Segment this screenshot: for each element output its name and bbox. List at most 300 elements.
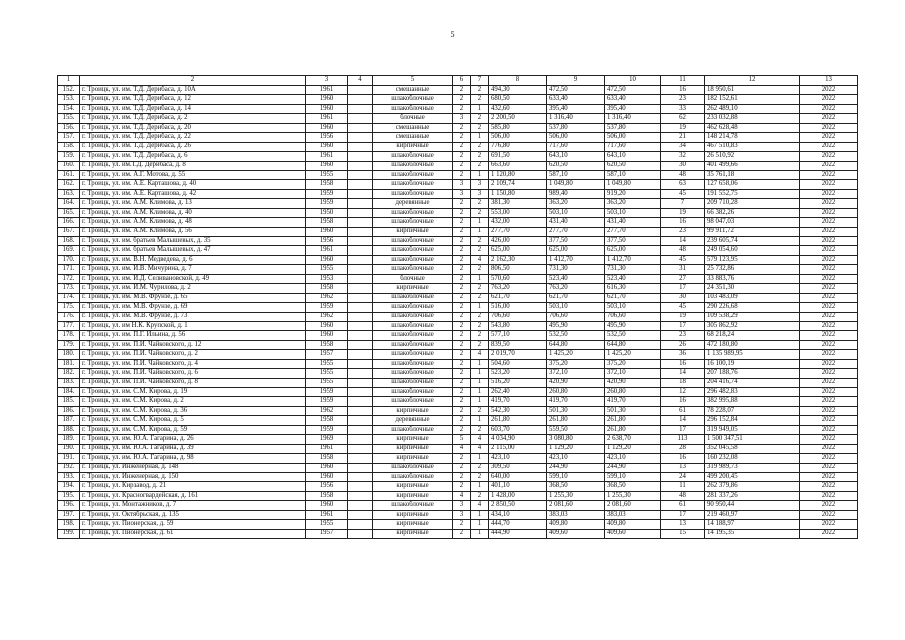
cell-year-planned: 2022 (800, 180, 858, 189)
table-row (58, 491, 858, 500)
cell-residential-area: 503,10 (605, 208, 661, 217)
cell-repair-cost: 262 379,86 (705, 482, 800, 491)
cell-col4 (348, 520, 373, 529)
cell-living-area: 368,50 (547, 482, 605, 491)
cell-total-area: 262,40 (489, 388, 547, 397)
cell-col4 (348, 378, 373, 387)
cell-floors: 2 (453, 463, 471, 472)
housing-registry-table (57, 75, 858, 539)
cell-entrances: 1 (471, 482, 489, 491)
cell-year-planned: 2022 (800, 161, 858, 170)
cell-col4 (348, 293, 373, 302)
cell-col4 (348, 170, 373, 179)
table-row (58, 170, 858, 179)
cell-number: 165. (58, 208, 80, 217)
cell-address: г. Троицк, ул. им. П.И. Чайковского, д. 12 (80, 340, 306, 349)
table-row (58, 529, 858, 538)
cell-col4 (348, 133, 373, 142)
cell-residents: 32 (661, 152, 705, 161)
cell-total-area: 1 150,80 (489, 189, 547, 198)
cell-wall-material: шлакоблочные (373, 104, 453, 113)
cell-residents: 17 (661, 425, 705, 434)
cell-entrances: 1 (471, 454, 489, 463)
cell-residents: 61 (661, 406, 705, 415)
cell-floors: 4 (453, 444, 471, 453)
cell-year-planned: 2022 (800, 312, 858, 321)
table-row (58, 397, 858, 406)
cell-year: 1955 (306, 359, 348, 368)
cell-wall-material: шлакоблочные (373, 501, 453, 510)
cell-year-planned: 2022 (800, 359, 858, 368)
cell-year: 1959 (306, 397, 348, 406)
cell-floors: 2 (453, 529, 471, 538)
cell-residents: 16 (661, 359, 705, 368)
cell-col4 (348, 123, 373, 132)
cell-floors: 2 (453, 284, 471, 293)
cell-floors: 2 (453, 425, 471, 434)
cell-number: 163. (58, 189, 80, 198)
cell-number: 188. (58, 425, 80, 434)
cell-number: 168. (58, 237, 80, 246)
cell-wall-material: шлакоблочные (373, 350, 453, 359)
cell-total-area: 839,50 (489, 340, 547, 349)
cell-number: 164. (58, 199, 80, 208)
cell-year-planned: 2022 (800, 472, 858, 481)
cell-year-planned: 2022 (800, 444, 858, 453)
cell-residents: 24 (661, 472, 705, 481)
cell-repair-cost: 319 989,73 (705, 463, 800, 472)
cell-col4 (348, 350, 373, 359)
cell-number: 198. (58, 520, 80, 529)
cell-total-area: 2 019,70 (489, 350, 547, 359)
cell-total-area: 423,10 (489, 454, 547, 463)
cell-year-planned: 2022 (800, 425, 858, 434)
cell-residential-area: 621,70 (605, 293, 661, 302)
cell-repair-cost: 68 218,24 (705, 331, 800, 340)
table-row (58, 189, 858, 198)
cell-wall-material: кирпичные (373, 284, 453, 293)
cell-wall-material: кирпичные (373, 142, 453, 151)
cell-total-area: 506,00 (489, 133, 547, 142)
cell-repair-cost: 14 195,35 (705, 529, 800, 538)
cell-year-planned: 2022 (800, 303, 858, 312)
cell-total-area: 806,50 (489, 265, 547, 274)
cell-repair-cost: 296 482,83 (705, 388, 800, 397)
cell-address: г. Троицк, ул. им. А.М. Климова, д. 48 (80, 218, 306, 227)
cell-address: г. Троицк, ул. им. А.Е. Карташова, д. 40 (80, 180, 306, 189)
cell-repair-cost: 207 188,76 (705, 369, 800, 378)
cell-entrances: 2 (471, 406, 489, 415)
cell-number: 181. (58, 359, 80, 368)
cell-repair-cost: 319 949,05 (705, 425, 800, 434)
cell-year: 1961 (306, 444, 348, 453)
cell-col4 (348, 416, 373, 425)
cell-wall-material: шлакоблочные (373, 293, 453, 302)
cell-year-planned: 2022 (800, 246, 858, 255)
cell-floors: 3 (453, 510, 471, 519)
cell-residential-area: 419,70 (605, 397, 661, 406)
cell-number: 154. (58, 104, 80, 113)
cell-repair-cost: 16 100,19 (705, 359, 800, 368)
cell-living-area: 1 316,40 (547, 114, 605, 123)
cell-year-planned: 2022 (800, 416, 858, 425)
cell-total-area: 426,00 (489, 237, 547, 246)
cell-address: г. Троицк, ул. им. Т.Д. Дерибаса, д. 12 (80, 95, 306, 104)
cell-year-planned: 2022 (800, 237, 858, 246)
cell-address: г. Троицк, ул. им. М.В. Фрунзе, д. 73 (80, 312, 306, 321)
cell-year: 1960 (306, 142, 348, 151)
cell-year: 1958 (306, 180, 348, 189)
cell-repair-cost: 14 188,97 (705, 520, 800, 529)
cell-wall-material: блочные (373, 114, 453, 123)
cell-year: 1958 (306, 340, 348, 349)
cell-residents: 13 (661, 520, 705, 529)
cell-address: г. Троицк, ул. им. М.В. Фрунзе, д. 65 (80, 293, 306, 302)
cell-number: 170. (58, 255, 80, 264)
cell-residential-area: 506,00 (605, 133, 661, 142)
cell-number: 167. (58, 227, 80, 236)
cell-entrances: 4 (471, 435, 489, 444)
cell-col4 (348, 246, 373, 255)
cell-floors: 2 (453, 218, 471, 227)
cell-living-area: 1 255,30 (547, 491, 605, 500)
cell-residents: 16 (661, 218, 705, 227)
cell-entrances: 2 (471, 340, 489, 349)
cell-repair-cost: 209 710,28 (705, 199, 800, 208)
cell-residential-area: 409,60 (605, 529, 661, 538)
cell-address: г. Троицк, ул. им. А.М. Климова, д. 56 (80, 227, 306, 236)
table-row (58, 284, 858, 293)
cell-year: 1955 (306, 378, 348, 387)
cell-number: 197. (58, 510, 80, 519)
cell-total-area: 523,20 (489, 369, 547, 378)
cell-floors: 2 (453, 170, 471, 179)
cell-residential-area: 532,50 (605, 331, 661, 340)
cell-residential-area: 1 255,30 (605, 491, 661, 500)
cell-address: г. Троицк, ул. им. А.М. Климова, д. 40 (80, 208, 306, 217)
cell-col4 (348, 501, 373, 510)
cell-year-planned: 2022 (800, 95, 858, 104)
cell-wall-material: шлакоблочные (373, 388, 453, 397)
cell-number: 180. (58, 350, 80, 359)
cell-number: 153. (58, 95, 80, 104)
cell-year-planned: 2022 (800, 331, 858, 340)
cell-number: 155. (58, 114, 80, 123)
cell-year-planned: 2022 (800, 86, 858, 95)
cell-living-area: 587,10 (547, 170, 605, 179)
table-row (58, 274, 858, 283)
cell-year: 1959 (306, 189, 348, 198)
cell-total-area: 2 200,50 (489, 114, 547, 123)
cell-living-area: 375,20 (547, 359, 605, 368)
cell-repair-cost: 499 200,45 (705, 472, 800, 481)
cell-year: 1956 (306, 133, 348, 142)
cell-entrances: 1 (471, 388, 489, 397)
cell-residents: 31 (661, 265, 705, 274)
cell-living-area: 472,50 (547, 86, 605, 95)
cell-wall-material: шлакоблочные (373, 189, 453, 198)
cell-address: г. Троицк, ул. Монтажников, д. 7 (80, 501, 306, 510)
cell-number: 176. (58, 312, 80, 321)
cell-residents: 45 (661, 255, 705, 264)
cell-residents: 14 (661, 237, 705, 246)
cell-total-area: 570,60 (489, 274, 547, 283)
cell-floors: 2 (453, 369, 471, 378)
cell-entrances: 2 (471, 86, 489, 95)
cell-residential-area: 375,20 (605, 359, 661, 368)
cell-floors: 2 (453, 321, 471, 330)
cell-residents: 12 (661, 388, 705, 397)
cell-living-area: 537,80 (547, 123, 605, 132)
cell-floors: 3 (453, 114, 471, 123)
cell-number: 184. (58, 388, 80, 397)
cell-living-area: 2 081,60 (547, 501, 605, 510)
cell-total-area: 4 034,90 (489, 435, 547, 444)
cell-entrances: 1 (471, 378, 489, 387)
cell-number: 171. (58, 265, 80, 274)
cell-year: 1957 (306, 529, 348, 538)
cell-wall-material: шлакоблочные (373, 463, 453, 472)
column-header-repair-cost: 12 (705, 76, 800, 86)
cell-entrances: 1 (471, 416, 489, 425)
cell-residents: 62 (661, 114, 705, 123)
cell-col4 (348, 104, 373, 113)
cell-total-area: 663,60 (489, 161, 547, 170)
cell-living-area: 532,50 (547, 331, 605, 340)
cell-col4 (348, 255, 373, 264)
cell-residents: 16 (661, 397, 705, 406)
cell-wall-material: кирпичные (373, 529, 453, 538)
cell-address: г. Троицк, ул. Октябрьская, д. 135 (80, 510, 306, 519)
cell-number: 158. (58, 142, 80, 151)
cell-living-area: 363,20 (547, 199, 605, 208)
cell-year-planned: 2022 (800, 435, 858, 444)
cell-year: 1960 (306, 472, 348, 481)
cell-residential-area: 431,40 (605, 218, 661, 227)
cell-entrances: 1 (471, 369, 489, 378)
cell-year-planned: 2022 (800, 218, 858, 227)
cell-address: г. Троицк, ул. им. И.В. Мичурина, д. 7 (80, 265, 306, 274)
table-row (58, 416, 858, 425)
cell-col4 (348, 284, 373, 293)
cell-entrances: 1 (471, 510, 489, 519)
cell-total-area: 585,80 (489, 123, 547, 132)
cell-repair-cost: 204 416,74 (705, 378, 800, 387)
table-row (58, 340, 858, 349)
cell-year-planned: 2022 (800, 350, 858, 359)
cell-floors: 2 (453, 95, 471, 104)
cell-residential-area: 420,90 (605, 378, 661, 387)
cell-residents: 48 (661, 246, 705, 255)
cell-total-area: 261,80 (489, 416, 547, 425)
cell-col4 (348, 152, 373, 161)
cell-wall-material: шлакоблочные (373, 246, 453, 255)
cell-number: 189. (58, 435, 80, 444)
cell-number: 166. (58, 218, 80, 227)
cell-col4 (348, 161, 373, 170)
table-row (58, 331, 858, 340)
cell-floors: 2 (453, 293, 471, 302)
table-row (58, 520, 858, 529)
cell-repair-cost: 249 054,60 (705, 246, 800, 255)
cell-year-planned: 2022 (800, 501, 858, 510)
cell-wall-material: шлакоблочные (373, 378, 453, 387)
cell-year-planned: 2022 (800, 170, 858, 179)
table-row (58, 359, 858, 368)
cell-address: г. Троицк, ул. им. А.Е. Карташова, д. 42 (80, 189, 306, 198)
table-row (58, 208, 858, 217)
cell-residential-area: 919,20 (605, 189, 661, 198)
cell-entrances: 2 (471, 265, 489, 274)
cell-residential-area: 616,30 (605, 284, 661, 293)
cell-total-area: 776,80 (489, 142, 547, 151)
cell-wall-material: шлакоблочные (373, 472, 453, 481)
cell-year-planned: 2022 (800, 378, 858, 387)
cell-total-area: 680,50 (489, 95, 547, 104)
cell-floors: 2 (453, 199, 471, 208)
cell-address: г. Троицк, ул. им. П.И. Чайковского, д. 6 (80, 369, 306, 378)
cell-number: 162. (58, 180, 80, 189)
cell-living-area: 409,80 (547, 520, 605, 529)
cell-address: г. Троицк, ул. им. Ю.А. Гагарина, д. 26 (80, 435, 306, 444)
cell-residents: 23 (661, 227, 705, 236)
cell-living-area: 495,90 (547, 321, 605, 330)
cell-floors: 2 (453, 303, 471, 312)
cell-address: г. Троицк, ул. им. Ю.А. Гагарина, д. 39 (80, 444, 306, 453)
cell-living-area: 409,60 (547, 529, 605, 538)
cell-year: 1958 (306, 284, 348, 293)
table-row (58, 425, 858, 434)
cell-residents: 113 (661, 435, 705, 444)
cell-wall-material: шлакоблочные (373, 340, 453, 349)
table-row (58, 218, 858, 227)
cell-residential-area: 587,10 (605, 170, 661, 179)
cell-col4 (348, 199, 373, 208)
cell-year-planned: 2022 (800, 520, 858, 529)
cell-living-area: 625,00 (547, 246, 605, 255)
cell-entrances: 4 (471, 501, 489, 510)
cell-entrances: 1 (471, 133, 489, 142)
cell-residents: 63 (661, 180, 705, 189)
cell-residential-area: 706,60 (605, 312, 661, 321)
cell-living-area: 621,70 (547, 293, 605, 302)
cell-wall-material: шлакоблочные (373, 95, 453, 104)
cell-entrances: 1 (471, 170, 489, 179)
cell-total-area: 432,60 (489, 104, 547, 113)
cell-entrances: 2 (471, 331, 489, 340)
cell-floors: 2 (453, 454, 471, 463)
cell-residential-area: 1 425,20 (605, 350, 661, 359)
cell-total-area: 1 428,00 (489, 491, 547, 500)
cell-entrances: 2 (471, 142, 489, 151)
cell-floors: 2 (453, 312, 471, 321)
cell-col4 (348, 227, 373, 236)
column-header-col4: 4 (348, 76, 373, 86)
cell-floors: 2 (453, 161, 471, 170)
cell-year: 1969 (306, 435, 348, 444)
cell-residential-area: 644,80 (605, 340, 661, 349)
cell-year-planned: 2022 (800, 463, 858, 472)
cell-living-area: 395,40 (547, 104, 605, 113)
table-row (58, 265, 858, 274)
cell-wall-material: кирпичные (373, 454, 453, 463)
cell-address: г. Троицк, ул. Пионерская, д. 59 (80, 520, 306, 529)
cell-residential-area: 503,10 (605, 303, 661, 312)
cell-residential-area: 501,30 (605, 406, 661, 415)
cell-wall-material: шлакоблочные (373, 359, 453, 368)
cell-wall-material: шлакоблочные (373, 425, 453, 434)
cell-year-planned: 2022 (800, 104, 858, 113)
cell-entrances: 2 (471, 161, 489, 170)
cell-total-area: 277,70 (489, 227, 547, 236)
cell-wall-material: смешанные (373, 123, 453, 132)
cell-year-planned: 2022 (800, 265, 858, 274)
cell-living-area: 717,60 (547, 142, 605, 151)
cell-col4 (348, 95, 373, 104)
cell-col4 (348, 142, 373, 151)
cell-repair-cost: 33 883,76 (705, 274, 800, 283)
column-header-address: 2 (80, 76, 306, 86)
cell-wall-material: шлакоблочные (373, 170, 453, 179)
cell-year-planned: 2022 (800, 454, 858, 463)
cell-living-area: 763,20 (547, 284, 605, 293)
cell-floors: 3 (453, 180, 471, 189)
cell-residents: 15 (661, 529, 705, 538)
cell-year: 1961 (306, 86, 348, 95)
cell-repair-cost: 127 658,06 (705, 180, 800, 189)
cell-year-planned: 2022 (800, 369, 858, 378)
cell-address: г. Троицк, ул. им. братьев Малышевых, д. 35 (80, 237, 306, 246)
cell-address: г. Троицк, ул. Красногвардейская, д. 161 (80, 491, 306, 500)
column-header-floors: 6 (453, 76, 471, 86)
cell-entrances: 2 (471, 114, 489, 123)
cell-number: 175. (58, 303, 80, 312)
cell-entrances: 1 (471, 520, 489, 529)
cell-living-area: 1 049,80 (547, 180, 605, 189)
cell-entrances: 1 (471, 274, 489, 283)
cell-total-area: 621,70 (489, 293, 547, 302)
cell-number: 190. (58, 444, 80, 453)
cell-residents: 27 (661, 274, 705, 283)
cell-floors: 2 (453, 378, 471, 387)
cell-col4 (348, 444, 373, 453)
cell-address: г. Троицк, ул. им. Т.Д. Дерибаса, д. 10А (80, 86, 306, 95)
cell-living-area: 372,10 (547, 369, 605, 378)
cell-address: г. Троицк, ул. им. С.М. Кирова, д. 5 (80, 416, 306, 425)
cell-address: г. Троицк, ул. им Н.К. Крупской, д. 1 (80, 321, 306, 330)
cell-total-area: 603,70 (489, 425, 547, 434)
cell-residents: 26 (661, 340, 705, 349)
cell-year-planned: 2022 (800, 123, 858, 132)
table-row (58, 123, 858, 132)
cell-col4 (348, 114, 373, 123)
table-row (58, 86, 858, 95)
cell-year: 1960 (306, 161, 348, 170)
cell-floors: 2 (453, 331, 471, 340)
table-row (58, 482, 858, 491)
cell-entrances: 1 (471, 303, 489, 312)
column-header-number: 1 (58, 76, 80, 86)
cell-residential-area: 277,70 (605, 227, 661, 236)
table-row (58, 463, 858, 472)
cell-living-area: 420,90 (547, 378, 605, 387)
cell-col4 (348, 425, 373, 434)
cell-wall-material: шлакоблочные (373, 152, 453, 161)
table-row (58, 104, 858, 113)
cell-total-area: 577,10 (489, 331, 547, 340)
cell-year: 1960 (306, 501, 348, 510)
cell-address: г. Троицк, ул. им. Т.Д. Дерибаса, д. 2 (80, 114, 306, 123)
